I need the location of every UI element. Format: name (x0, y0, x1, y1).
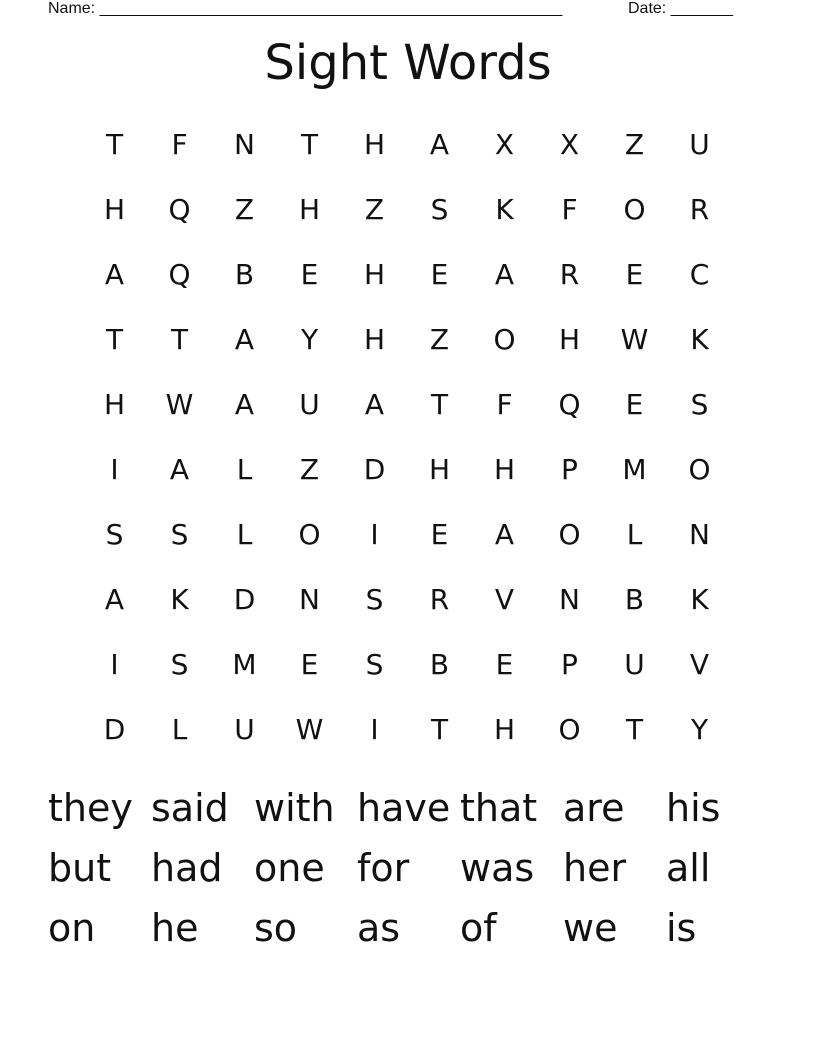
word-list-item: that (460, 786, 538, 830)
grid-letter[interactable]: O (558, 713, 581, 746)
grid-letter[interactable]: O (623, 193, 646, 226)
grid-letter[interactable]: E (625, 258, 644, 291)
grid-letter[interactable]: U (689, 128, 710, 161)
word-list-item: on (48, 906, 96, 950)
grid-letter[interactable]: A (169, 453, 190, 486)
grid-letter[interactable]: T (430, 388, 449, 421)
grid-letter[interactable]: C (689, 258, 710, 291)
grid-letter[interactable]: E (625, 388, 644, 421)
grid-letter[interactable]: Q (558, 388, 581, 421)
grid-letter[interactable]: E (430, 258, 449, 291)
grid-letter[interactable]: K (495, 193, 514, 226)
word-list-item: but (48, 846, 112, 890)
grid-letter[interactable]: T (300, 128, 319, 161)
grid-letter[interactable]: F (496, 388, 513, 421)
grid-letter[interactable]: W (295, 713, 324, 746)
word-list-item: all (666, 846, 711, 890)
grid-letter[interactable]: H (103, 193, 126, 226)
grid-letter[interactable]: I (110, 453, 119, 486)
worksheet-header (48, 0, 748, 20)
grid-letter[interactable]: N (559, 583, 580, 616)
word-list-item: have (357, 786, 451, 830)
grid-letter[interactable]: E (300, 648, 319, 681)
grid-letter[interactable]: E (495, 648, 514, 681)
grid-letter[interactable]: Y (300, 323, 319, 356)
word-list-item: are (563, 786, 625, 830)
grid-letter[interactable]: I (370, 518, 379, 551)
grid-letter[interactable]: D (233, 583, 256, 616)
grid-letter[interactable]: D (363, 453, 386, 486)
grid-letter[interactable]: R (559, 258, 580, 291)
grid-letter[interactable]: X (559, 128, 580, 161)
grid-letter[interactable]: H (558, 323, 581, 356)
grid-letter[interactable]: H (428, 453, 451, 486)
grid-letter[interactable]: M (622, 453, 647, 486)
page-title: Sight Words (264, 35, 552, 91)
grid-letter[interactable]: B (624, 583, 645, 616)
word-list (48, 778, 768, 958)
grid-letter[interactable]: O (298, 518, 321, 551)
word-list-item: one (254, 846, 325, 890)
grid-letter[interactable]: R (689, 193, 710, 226)
grid-letter[interactable]: D (103, 713, 126, 746)
grid-letter[interactable]: M (232, 648, 257, 681)
grid-letter[interactable]: E (430, 518, 449, 551)
grid-letter[interactable]: Z (234, 193, 255, 226)
grid-letter[interactable]: Z (429, 323, 450, 356)
grid-letter[interactable]: S (170, 518, 189, 551)
grid-letter[interactable]: T (105, 128, 124, 161)
word-list-item: as (357, 906, 401, 950)
grid-letter[interactable]: U (234, 713, 255, 746)
grid-letter[interactable]: R (429, 583, 450, 616)
grid-letter[interactable]: L (626, 518, 643, 551)
word-list-item: he (151, 906, 199, 950)
grid-letter[interactable]: P (561, 648, 578, 681)
grid-letter[interactable]: S (430, 193, 449, 226)
date-field[interactable]: Date: _______ (628, 0, 733, 17)
grid-letter[interactable]: S (365, 583, 384, 616)
word-list-item: they (48, 786, 133, 830)
grid-letter[interactable]: K (690, 323, 709, 356)
grid-letter[interactable]: Z (624, 128, 645, 161)
grid-letter[interactable]: Z (299, 453, 320, 486)
grid-letter[interactable]: X (494, 128, 515, 161)
grid-letter[interactable]: F (561, 193, 578, 226)
grid-letter[interactable]: Y (690, 713, 709, 746)
grid-letter[interactable]: H (363, 323, 386, 356)
grid-letter[interactable]: A (494, 518, 515, 551)
grid-letter[interactable]: T (105, 323, 124, 356)
grid-letter[interactable]: N (689, 518, 710, 551)
word-list-item: for (357, 846, 410, 890)
grid-letter[interactable]: B (429, 648, 450, 681)
word-list-item: said (151, 786, 229, 830)
grid-letter[interactable]: A (104, 583, 125, 616)
grid-letter[interactable]: A (234, 323, 255, 356)
grid-letter[interactable]: B (234, 258, 255, 291)
grid-letter[interactable]: Q (168, 193, 191, 226)
grid-letter[interactable]: S (105, 518, 124, 551)
grid-letter[interactable]: H (103, 388, 126, 421)
word-list-item: his (666, 786, 721, 830)
grid-letter[interactable]: V (494, 583, 515, 616)
grid-letter[interactable]: O (688, 453, 711, 486)
grid-letter[interactable]: K (690, 583, 709, 616)
grid-letter[interactable]: U (624, 648, 645, 681)
grid-letter[interactable]: I (370, 713, 379, 746)
grid-letter[interactable]: S (365, 648, 384, 681)
grid-letter[interactable]: V (689, 648, 710, 681)
grid-letter[interactable]: A (234, 388, 255, 421)
grid-letter[interactable]: H (363, 258, 386, 291)
grid-letter[interactable]: A (429, 128, 450, 161)
grid-letter[interactable]: P (561, 453, 578, 486)
grid-letter[interactable]: H (363, 128, 386, 161)
grid-letter[interactable]: I (110, 648, 119, 681)
grid-letter[interactable]: E (300, 258, 319, 291)
grid-letter[interactable]: A (364, 388, 385, 421)
word-list-item: we (563, 906, 618, 950)
word-list-item: is (666, 906, 697, 950)
word-list-item: her (563, 846, 627, 890)
grid-letter[interactable]: L (236, 453, 253, 486)
grid-letter[interactable]: N (234, 128, 255, 161)
grid-letter[interactable]: O (493, 323, 516, 356)
grid-letter[interactable]: O (558, 518, 581, 551)
grid-letter[interactable]: T (170, 323, 189, 356)
grid-letter[interactable]: H (493, 713, 516, 746)
letter-grid (82, 112, 732, 762)
grid-letter[interactable]: Z (364, 193, 385, 226)
grid-letter[interactable]: S (170, 648, 189, 681)
name-field[interactable]: Name: ____________________________________________________ (48, 0, 563, 17)
grid-letter[interactable]: T (625, 713, 644, 746)
grid-letter[interactable]: U (299, 388, 320, 421)
grid-letter[interactable]: F (171, 128, 188, 161)
word-list-item: with (254, 786, 335, 830)
grid-letter[interactable]: L (171, 713, 188, 746)
grid-letter[interactable]: W (620, 323, 649, 356)
grid-letter[interactable]: A (494, 258, 515, 291)
grid-letter[interactable]: L (236, 518, 253, 551)
grid-letter[interactable]: K (170, 583, 189, 616)
word-list-item: so (254, 906, 298, 950)
grid-letter[interactable]: A (104, 258, 125, 291)
grid-letter[interactable]: H (298, 193, 321, 226)
grid-letter[interactable]: N (299, 583, 320, 616)
grid-letter[interactable]: T (430, 713, 449, 746)
word-list-item: of (460, 906, 497, 950)
word-list-item: had (151, 846, 223, 890)
grid-letter[interactable]: S (690, 388, 709, 421)
grid-letter[interactable]: Q (168, 258, 191, 291)
grid-letter[interactable]: H (493, 453, 516, 486)
grid-letter[interactable]: W (165, 388, 194, 421)
word-list-item: was (460, 846, 535, 890)
